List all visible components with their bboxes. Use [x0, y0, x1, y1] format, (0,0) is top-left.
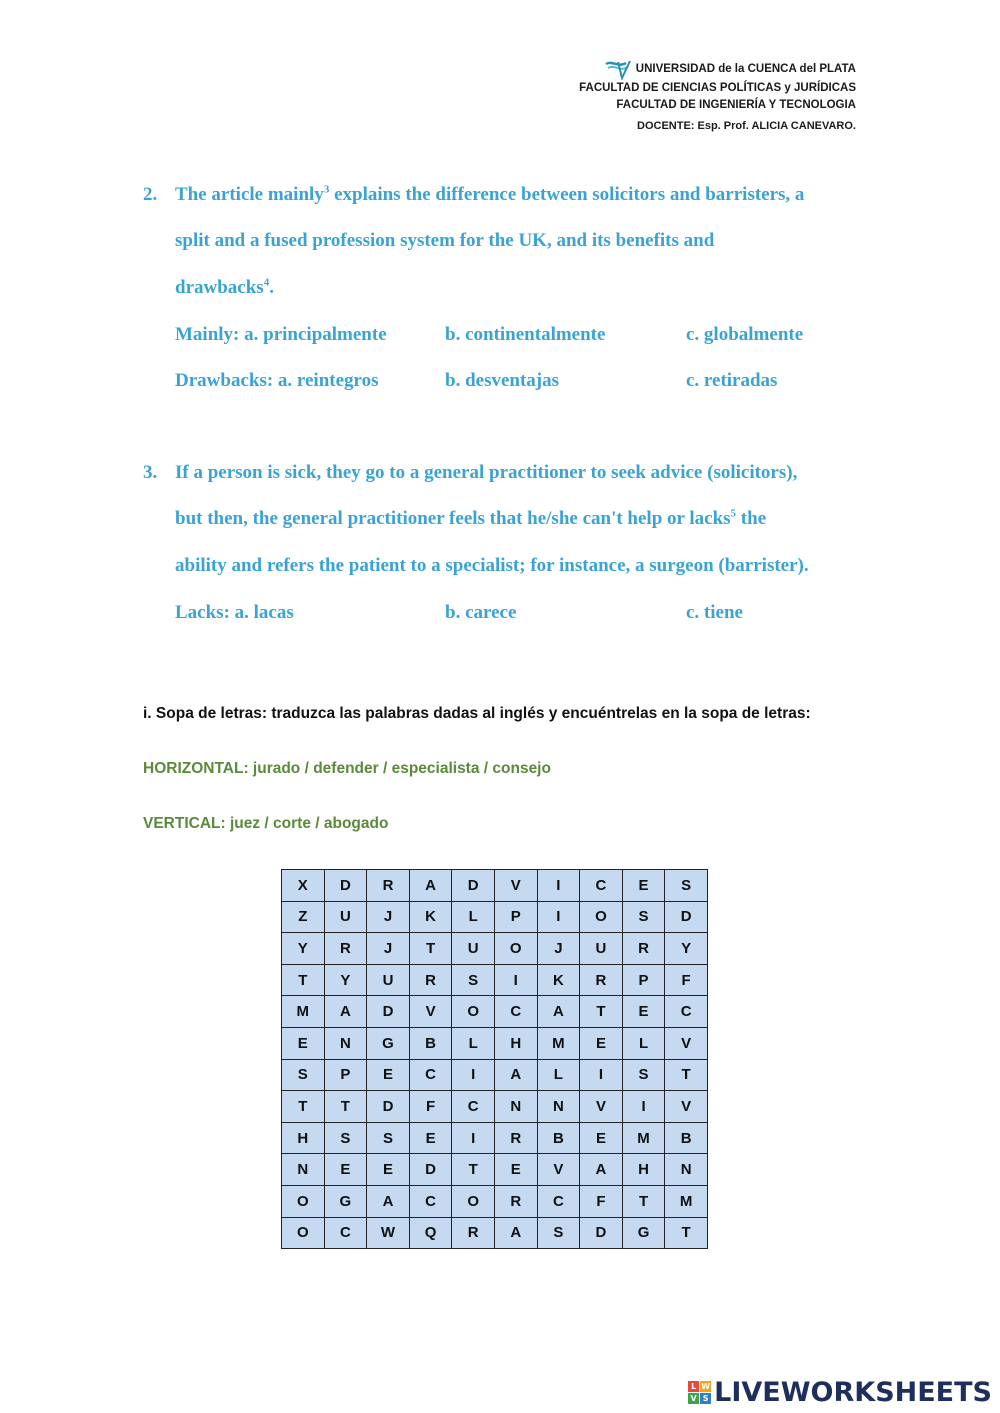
grid-cell[interactable]: I: [452, 1122, 495, 1154]
faculty-1: FACULTAD DE CIENCIAS POLÍTICAS y JURÍDICAS: [579, 82, 856, 94]
grid-cell[interactable]: H: [282, 1122, 325, 1154]
grid-cell[interactable]: R: [452, 1217, 495, 1249]
grid-cell[interactable]: T: [622, 1185, 665, 1217]
grid-cell[interactable]: E: [622, 870, 665, 902]
grid-cell[interactable]: C: [665, 996, 708, 1028]
grid-cell[interactable]: C: [409, 1185, 452, 1217]
grid-cell[interactable]: O: [452, 996, 495, 1028]
grid-cell[interactable]: G: [622, 1217, 665, 1249]
grid-cell[interactable]: A: [324, 996, 367, 1028]
option-mainly-b[interactable]: b. continentalmente: [445, 324, 606, 345]
grid-cell[interactable]: Y: [324, 964, 367, 996]
grid-cell[interactable]: G: [367, 1027, 410, 1059]
grid-row: [282, 1185, 708, 1217]
grid-cell[interactable]: D: [324, 870, 367, 902]
grid-cell[interactable]: U: [580, 933, 623, 965]
grid-cell[interactable]: P: [324, 1059, 367, 1091]
grid-cell[interactable]: O: [580, 901, 623, 933]
university-line: [579, 58, 856, 80]
grid-cell[interactable]: S: [622, 901, 665, 933]
grid-cell[interactable]: E: [409, 1122, 452, 1154]
grid-cell[interactable]: S: [622, 1059, 665, 1091]
grid-cell[interactable]: V: [537, 1154, 580, 1186]
grid-cell[interactable]: C: [452, 1091, 495, 1123]
document-header: [579, 58, 856, 135]
grid-cell[interactable]: V: [665, 1091, 708, 1123]
grid-cell[interactable]: A: [537, 996, 580, 1028]
grid-cell[interactable]: D: [580, 1217, 623, 1249]
grid-cell[interactable]: A: [494, 1217, 537, 1249]
grid-cell[interactable]: D: [367, 1091, 410, 1123]
grid-cell[interactable]: Y: [282, 933, 325, 965]
grid-cell[interactable]: L: [537, 1059, 580, 1091]
grid-cell[interactable]: A: [409, 870, 452, 902]
grid-cell[interactable]: M: [537, 1027, 580, 1059]
grid-cell[interactable]: E: [494, 1154, 537, 1186]
grid-row: [282, 1091, 708, 1123]
option-lacks-b[interactable]: b. carece: [445, 602, 517, 623]
grid-cell[interactable]: T: [409, 933, 452, 965]
grid-cell[interactable]: Q: [409, 1217, 452, 1249]
q3-line-1: If a person is sick, they go to a general practitioner to seek advice (solicitors),: [175, 462, 798, 483]
grid-cell[interactable]: I: [494, 964, 537, 996]
grid-row: [282, 964, 708, 996]
grid-cell[interactable]: T: [665, 1059, 708, 1091]
grid-row: [282, 1217, 708, 1249]
grid-cell[interactable]: B: [665, 1122, 708, 1154]
grid-cell[interactable]: C: [409, 1059, 452, 1091]
grid-cell[interactable]: R: [622, 933, 665, 965]
grid-cell[interactable]: U: [367, 964, 410, 996]
grid-cell[interactable]: T: [452, 1154, 495, 1186]
option-drawbacks-b[interactable]: b. desventajas: [445, 370, 560, 391]
option-drawbacks-a[interactable]: Drawbacks: a. reintegros: [175, 370, 379, 391]
grid-cell[interactable]: J: [537, 933, 580, 965]
grid-cell[interactable]: C: [494, 996, 537, 1028]
grid-cell[interactable]: K: [409, 901, 452, 933]
grid-cell[interactable]: D: [409, 1154, 452, 1186]
grid-cell[interactable]: J: [367, 901, 410, 933]
grid-cell[interactable]: O: [452, 1185, 495, 1217]
grid-cell[interactable]: O: [282, 1217, 325, 1249]
grid-cell[interactable]: F: [580, 1185, 623, 1217]
grid-cell[interactable]: N: [665, 1154, 708, 1186]
grid-cell[interactable]: V: [409, 996, 452, 1028]
grid-cell[interactable]: E: [324, 1154, 367, 1186]
grid-cell[interactable]: G: [324, 1185, 367, 1217]
grid-cell[interactable]: M: [665, 1185, 708, 1217]
grid-row: [282, 1122, 708, 1154]
grid-row: [282, 1059, 708, 1091]
grid-cell[interactable]: N: [494, 1091, 537, 1123]
grid-cell[interactable]: L: [452, 1027, 495, 1059]
option-lacks-a[interactable]: Lacks: a. lacas: [175, 602, 294, 623]
grid-cell[interactable]: I: [580, 1059, 623, 1091]
grid-cell[interactable]: E: [282, 1027, 325, 1059]
grid-cell[interactable]: S: [282, 1059, 325, 1091]
grid-cell[interactable]: H: [494, 1027, 537, 1059]
grid-cell[interactable]: D: [665, 901, 708, 933]
q2-line-3: drawbacks$^4$.: [175, 276, 274, 298]
grid-cell[interactable]: D: [367, 996, 410, 1028]
faculty-2: FACULTAD DE INGENIERÍA Y TECNOLOGIA: [616, 98, 856, 111]
grid-cell[interactable]: J: [367, 933, 410, 965]
horizontal-hint: HORIZONTAL: jurado / defender / especialista / consejo: [143, 760, 551, 777]
grid-cell[interactable]: H: [622, 1154, 665, 1186]
grid-row: [282, 901, 708, 933]
grid-cell[interactable]: L: [452, 901, 495, 933]
grid-cell[interactable]: R: [367, 870, 410, 902]
grid-cell[interactable]: E: [580, 1027, 623, 1059]
grid-cell[interactable]: M: [622, 1122, 665, 1154]
grid-cell[interactable]: S: [665, 870, 708, 902]
liveworksheets-logo: [688, 1377, 992, 1408]
q2-line-2: split and a fused profession system for the UK, and its benefits and: [175, 230, 715, 251]
q2-line-1: The article mainly$^3$ explains the difference between solicitors and barristers, a: [175, 183, 805, 205]
grid-cell[interactable]: V: [665, 1027, 708, 1059]
grid-cell[interactable]: R: [494, 1122, 537, 1154]
grid-row: [282, 933, 708, 965]
grid-cell[interactable]: A: [494, 1059, 537, 1091]
university-name: UNIVERSIDAD de la CUENCA del PLATA: [635, 62, 856, 75]
grid-cell[interactable]: B: [537, 1122, 580, 1154]
grid-cell[interactable]: O: [494, 933, 537, 965]
grid-cell[interactable]: T: [324, 1091, 367, 1123]
grid-cell[interactable]: I: [622, 1091, 665, 1123]
grid-row: [282, 1154, 708, 1186]
vertical-hint: VERTICAL: juez / corte / abogado: [143, 815, 389, 832]
grid-cell[interactable]: Y: [665, 933, 708, 965]
grid-cell[interactable]: S: [537, 1217, 580, 1249]
liveworksheets-mark-icon: L W V S: [688, 1381, 711, 1404]
grid-cell[interactable]: Z: [282, 901, 325, 933]
grid-cell[interactable]: W: [367, 1217, 410, 1249]
grid-cell[interactable]: S: [367, 1122, 410, 1154]
grid-cell[interactable]: V: [580, 1091, 623, 1123]
brand-name: LIVEWORKSHEETS: [714, 1377, 992, 1408]
grid-cell[interactable]: I: [452, 1059, 495, 1091]
grid-cell[interactable]: P: [494, 901, 537, 933]
grid-cell[interactable]: F: [665, 964, 708, 996]
grid-cell[interactable]: R: [580, 964, 623, 996]
grid-cell[interactable]: F: [409, 1091, 452, 1123]
grid-cell[interactable]: T: [282, 964, 325, 996]
grid-cell[interactable]: U: [452, 933, 495, 965]
grid-cell[interactable]: C: [537, 1185, 580, 1217]
grid-cell[interactable]: E: [367, 1059, 410, 1091]
grid-row: [282, 870, 708, 902]
grid-cell[interactable]: E: [580, 1122, 623, 1154]
grid-cell[interactable]: A: [367, 1185, 410, 1217]
grid-cell[interactable]: S: [324, 1122, 367, 1154]
grid-cell[interactable]: T: [580, 996, 623, 1028]
grid-cell[interactable]: I: [537, 870, 580, 902]
option-mainly-a[interactable]: Mainly: a. principalmente: [175, 324, 387, 345]
grid-cell[interactable]: S: [452, 964, 495, 996]
grid-cell[interactable]: T: [282, 1091, 325, 1123]
grid-row: [282, 996, 708, 1028]
grid-cell[interactable]: E: [622, 996, 665, 1028]
sopa-title: i. Sopa de letras: traduzca las palabras dadas al inglés y encuéntrelas en la sopa de letras:: [143, 705, 811, 722]
grid-cell[interactable]: N: [324, 1027, 367, 1059]
grid-cell[interactable]: K: [537, 964, 580, 996]
grid-cell[interactable]: P: [622, 964, 665, 996]
grid-cell[interactable]: O: [282, 1185, 325, 1217]
university-logo-icon: [604, 58, 634, 80]
grid-cell[interactable]: R: [409, 964, 452, 996]
grid-cell[interactable]: D: [452, 870, 495, 902]
grid-cell[interactable]: T: [665, 1217, 708, 1249]
q3-line-2: but then, the general practitioner feels that he/she can't help or lacks$^5$ the: [175, 507, 767, 529]
q3-line-3: ability and refers the patient to a specialist; for instance, a surgeon (barrister).: [175, 555, 809, 576]
grid-cell[interactable]: N: [537, 1091, 580, 1123]
grid-cell[interactable]: U: [324, 901, 367, 933]
question-number: 3.: [143, 462, 158, 483]
grid-cell[interactable]: E: [367, 1154, 410, 1186]
grid-cell[interactable]: V: [494, 870, 537, 902]
docente: DOCENTE: Esp. Prof. ALICIA CANEVARO.: [637, 120, 856, 132]
grid-cell[interactable]: A: [580, 1154, 623, 1186]
grid-cell[interactable]: L: [622, 1027, 665, 1059]
grid-cell[interactable]: X: [282, 870, 325, 902]
grid-cell[interactable]: N: [282, 1154, 325, 1186]
grid-cell[interactable]: R: [324, 933, 367, 965]
option-drawbacks-c[interactable]: c. retiradas: [686, 370, 778, 391]
word-search-grid[interactable]: [281, 869, 708, 1249]
option-lacks-c[interactable]: c. tiene: [686, 602, 743, 623]
grid-cell[interactable]: C: [324, 1217, 367, 1249]
option-mainly-c[interactable]: c. globalmente: [686, 324, 804, 345]
question-number: 2.: [143, 184, 158, 205]
grid-row: [282, 1027, 708, 1059]
grid-cell[interactable]: M: [282, 996, 325, 1028]
grid-cell[interactable]: C: [580, 870, 623, 902]
grid-cell[interactable]: I: [537, 901, 580, 933]
grid-cell[interactable]: B: [409, 1027, 452, 1059]
grid-cell[interactable]: R: [494, 1185, 537, 1217]
